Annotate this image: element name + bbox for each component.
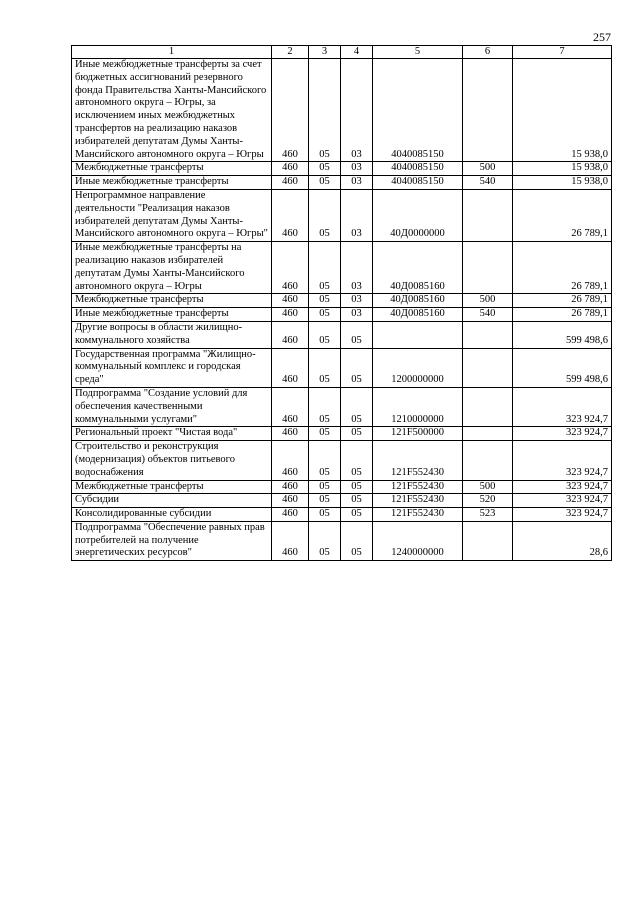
amount-cell: 26 789,1 — [513, 189, 612, 241]
section-cell: 05 — [309, 321, 341, 348]
expense-type-cell: 540 — [463, 176, 513, 190]
section-cell: 05 — [309, 59, 341, 162]
target-article-cell: 121F552430 — [373, 494, 463, 508]
admin-code-cell: 460 — [272, 308, 309, 322]
target-article-cell: 1240000000 — [373, 521, 463, 560]
table-row — [72, 508, 612, 522]
amount-cell: 323 924,7 — [513, 494, 612, 508]
name-cell: Межбюджетные трансферты — [72, 162, 272, 176]
amount-cell: 323 924,7 — [513, 480, 612, 494]
subsection-cell: 03 — [341, 162, 373, 176]
header-col-4: 4 — [341, 46, 373, 59]
admin-code-cell: 460 — [272, 387, 309, 426]
amount-cell: 15 938,0 — [513, 176, 612, 190]
subsection-cell: 05 — [341, 427, 373, 441]
subsection-cell: 03 — [341, 189, 373, 241]
admin-code-cell: 460 — [272, 242, 309, 294]
subsection-cell: 05 — [341, 521, 373, 560]
name-cell: Иные межбюджетные трансферты — [72, 176, 272, 190]
section-cell: 05 — [309, 427, 341, 441]
expense-type-cell — [463, 348, 513, 387]
amount-cell: 323 924,7 — [513, 427, 612, 441]
table-row — [72, 427, 612, 441]
admin-code-cell: 460 — [272, 427, 309, 441]
section-cell: 05 — [309, 348, 341, 387]
name-cell: Подпрограмма "Создание условий для обеспечения качественными коммунальными услугами" — [72, 387, 272, 426]
amount-cell: 26 789,1 — [513, 308, 612, 322]
target-article-cell: 121F552430 — [373, 508, 463, 522]
target-article-cell — [373, 321, 463, 348]
section-cell: 05 — [309, 521, 341, 560]
admin-code-cell: 460 — [272, 521, 309, 560]
section-cell: 05 — [309, 294, 341, 308]
admin-code-cell: 460 — [272, 348, 309, 387]
name-cell: Другие вопросы в области жилищно-коммунального хозяйства — [72, 321, 272, 348]
section-cell: 05 — [309, 308, 341, 322]
page-number: 257 — [593, 30, 611, 44]
budget-table — [71, 45, 612, 561]
target-article-cell: 4040085150 — [373, 176, 463, 190]
expense-type-cell — [463, 427, 513, 441]
admin-code-cell: 460 — [272, 294, 309, 308]
section-cell: 05 — [309, 176, 341, 190]
header-col-7: 7 — [513, 46, 612, 59]
admin-code-cell: 460 — [272, 494, 309, 508]
name-cell: Иные межбюджетные трансферты — [72, 308, 272, 322]
name-cell: Государственная программа "Жилищно-коммунальный комплекс и городская среда" — [72, 348, 272, 387]
target-article-cell: 4040085150 — [373, 162, 463, 176]
admin-code-cell: 460 — [272, 441, 309, 480]
header-col-3: 3 — [309, 46, 341, 59]
table-row — [72, 308, 612, 322]
subsection-cell: 05 — [341, 494, 373, 508]
admin-code-cell: 460 — [272, 59, 309, 162]
admin-code-cell: 460 — [272, 508, 309, 522]
name-cell: Подпрограмма "Обеспечение равных прав потребителей на получение энергетических ресурсов" — [72, 521, 272, 560]
table-row — [72, 441, 612, 480]
amount-cell: 26 789,1 — [513, 294, 612, 308]
amount-cell: 15 938,0 — [513, 162, 612, 176]
target-article-cell: 121F500000 — [373, 427, 463, 441]
subsection-cell: 05 — [341, 480, 373, 494]
target-article-cell: 40Д0085160 — [373, 294, 463, 308]
target-article-cell: 40Д0000000 — [373, 189, 463, 241]
name-cell: Иные межбюджетные трансферты на реализацию наказов избирателей депутатам Думы Ханты-Мансийского автономного округа – Югры — [72, 242, 272, 294]
name-cell: Консолидированные субсидии — [72, 508, 272, 522]
section-cell: 05 — [309, 189, 341, 241]
expense-type-cell — [463, 321, 513, 348]
amount-cell: 323 924,7 — [513, 508, 612, 522]
amount-cell: 599 498,6 — [513, 348, 612, 387]
header-col-2: 2 — [272, 46, 309, 59]
table-body — [72, 59, 612, 561]
table-row — [72, 59, 612, 162]
section-cell: 05 — [309, 480, 341, 494]
amount-cell: 15 938,0 — [513, 59, 612, 162]
table-row — [72, 480, 612, 494]
subsection-cell: 05 — [341, 441, 373, 480]
section-cell: 05 — [309, 387, 341, 426]
table-row — [72, 162, 612, 176]
admin-code-cell: 460 — [272, 162, 309, 176]
subsection-cell: 03 — [341, 308, 373, 322]
header-col-6: 6 — [463, 46, 513, 59]
expense-type-cell — [463, 59, 513, 162]
name-cell: Субсидии — [72, 494, 272, 508]
table-row — [72, 189, 612, 241]
subsection-cell: 03 — [341, 294, 373, 308]
target-article-cell: 1200000000 — [373, 348, 463, 387]
expense-type-cell: 500 — [463, 162, 513, 176]
section-cell: 05 — [309, 242, 341, 294]
amount-cell: 599 498,6 — [513, 321, 612, 348]
subsection-cell: 05 — [341, 321, 373, 348]
expense-type-cell: 500 — [463, 480, 513, 494]
subsection-cell: 03 — [341, 59, 373, 162]
name-cell: Непрограммное направление деятельности "Реализация наказов избирателей депутатам Думы Ханты-Мансийского автономного округа – Югры" — [72, 189, 272, 241]
expense-type-cell: 540 — [463, 308, 513, 322]
table-row — [72, 494, 612, 508]
expense-type-cell — [463, 521, 513, 560]
expense-type-cell: 520 — [463, 494, 513, 508]
name-cell: Иные межбюджетные трансферты за счет бюджетных ассигнований резервного фонда Правительства Ханты-Мансийского автономного округа – Югры, за исключением иных межбюджетных трансфертов на реализацию наказов избирателей депутатам Думы Ханты-Мансийского автономного округа – Югры — [72, 59, 272, 162]
subsection-cell: 03 — [341, 176, 373, 190]
section-cell: 05 — [309, 508, 341, 522]
name-cell: Строительство и реконструкция (модернизация) объектов питьевого водоснабжения — [72, 441, 272, 480]
amount-cell: 323 924,7 — [513, 387, 612, 426]
expense-type-cell: 500 — [463, 294, 513, 308]
admin-code-cell: 460 — [272, 176, 309, 190]
admin-code-cell: 460 — [272, 189, 309, 241]
target-article-cell: 40Д0085160 — [373, 308, 463, 322]
table-row — [72, 521, 612, 560]
expense-type-cell — [463, 189, 513, 241]
table-row — [72, 321, 612, 348]
expense-type-cell — [463, 441, 513, 480]
header-col-1: 1 — [72, 46, 272, 59]
table-row — [72, 294, 612, 308]
amount-cell: 26 789,1 — [513, 242, 612, 294]
admin-code-cell: 460 — [272, 480, 309, 494]
target-article-cell: 1210000000 — [373, 387, 463, 426]
section-cell: 05 — [309, 162, 341, 176]
admin-code-cell: 460 — [272, 321, 309, 348]
target-article-cell: 121F552430 — [373, 441, 463, 480]
name-cell: Межбюджетные трансферты — [72, 480, 272, 494]
expense-type-cell — [463, 242, 513, 294]
table-row — [72, 176, 612, 190]
subsection-cell: 03 — [341, 242, 373, 294]
header-col-5: 5 — [373, 46, 463, 59]
name-cell: Региональный проект "Чистая вода" — [72, 427, 272, 441]
table-row — [72, 242, 612, 294]
expense-type-cell: 523 — [463, 508, 513, 522]
target-article-cell: 121F552430 — [373, 480, 463, 494]
section-cell: 05 — [309, 441, 341, 480]
target-article-cell: 4040085150 — [373, 59, 463, 162]
target-article-cell: 40Д0085160 — [373, 242, 463, 294]
expense-type-cell — [463, 387, 513, 426]
subsection-cell: 05 — [341, 387, 373, 426]
subsection-cell: 05 — [341, 348, 373, 387]
table-row — [72, 387, 612, 426]
header-row — [72, 46, 612, 59]
subsection-cell: 05 — [341, 508, 373, 522]
table-row — [72, 348, 612, 387]
amount-cell: 323 924,7 — [513, 441, 612, 480]
section-cell: 05 — [309, 494, 341, 508]
name-cell: Межбюджетные трансферты — [72, 294, 272, 308]
amount-cell: 28,6 — [513, 521, 612, 560]
